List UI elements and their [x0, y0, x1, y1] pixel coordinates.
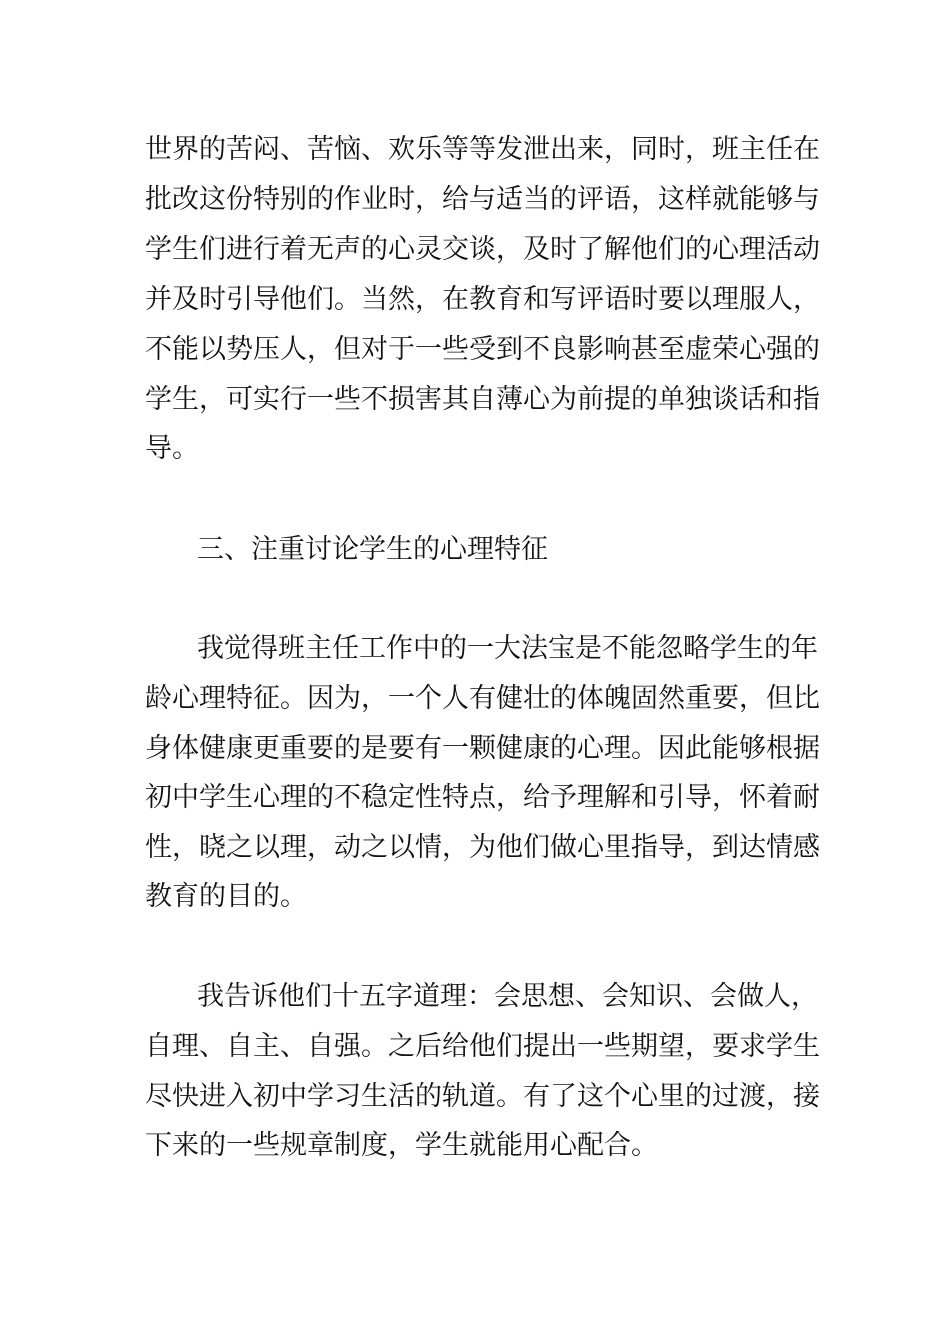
paragraph-1-line-3: 学生们进行着无声的心灵交谈，及时了解他们的心理活动 [145, 234, 820, 265]
paragraph-3-line-3: 尽快进入初中学习生活的轨道。有了这个心里的过渡，接 [145, 1081, 820, 1112]
paragraph-1-line-2: 批改这份特别的作业时，给与适当的评语，这样就能够与 [145, 184, 820, 215]
paragraph-2-line-4: 初中学生心理的不稳定性特点，给予理解和引导，怀着耐 [145, 782, 820, 813]
paragraph-1-line-7: 导。 [145, 433, 199, 464]
section-heading: 三、注重讨论学生的心理特征 [197, 534, 548, 565]
paragraph-2-line-6: 教育的目的。 [145, 881, 307, 912]
paragraph-1-line-1: 世界的苦闷、苦恼、欢乐等等发泄出来，同时，班主任在 [145, 134, 820, 165]
paragraph-3-line-1: 我告诉他们十五字道理：会思想、会知识、会做人， [197, 981, 818, 1012]
paragraph-1-line-6: 学生，可实行一些不损害其自薄心为前提的单独谈话和指 [145, 384, 820, 415]
paragraph-2-line-5: 性，晓之以理，动之以情，为他们做心里指导，到达情感 [145, 832, 820, 863]
paragraph-3-line-2: 自理、自主、自强。之后给他们提出一些期望，要求学生 [145, 1031, 820, 1062]
paragraph-3-line-4: 下来的一些规章制度，学生就能用心配合。 [145, 1130, 658, 1161]
paragraph-1-line-5: 不能以势压人，但对于一些受到不良影响甚至虚荣心强的 [145, 334, 820, 365]
paragraph-2-line-3: 身体健康更重要的是要有一颗健康的心理。因此能够根据 [145, 733, 820, 764]
paragraph-2-line-1: 我觉得班主任工作中的一大法宝是不能忽略学生的年 [197, 633, 818, 664]
paragraph-1-line-4: 并及时引导他们。当然，在教育和写评语时要以理服人， [145, 284, 820, 315]
paragraph-2-line-2: 龄心理特征。因为，一个人有健壮的体魄固然重要，但比 [145, 683, 820, 714]
